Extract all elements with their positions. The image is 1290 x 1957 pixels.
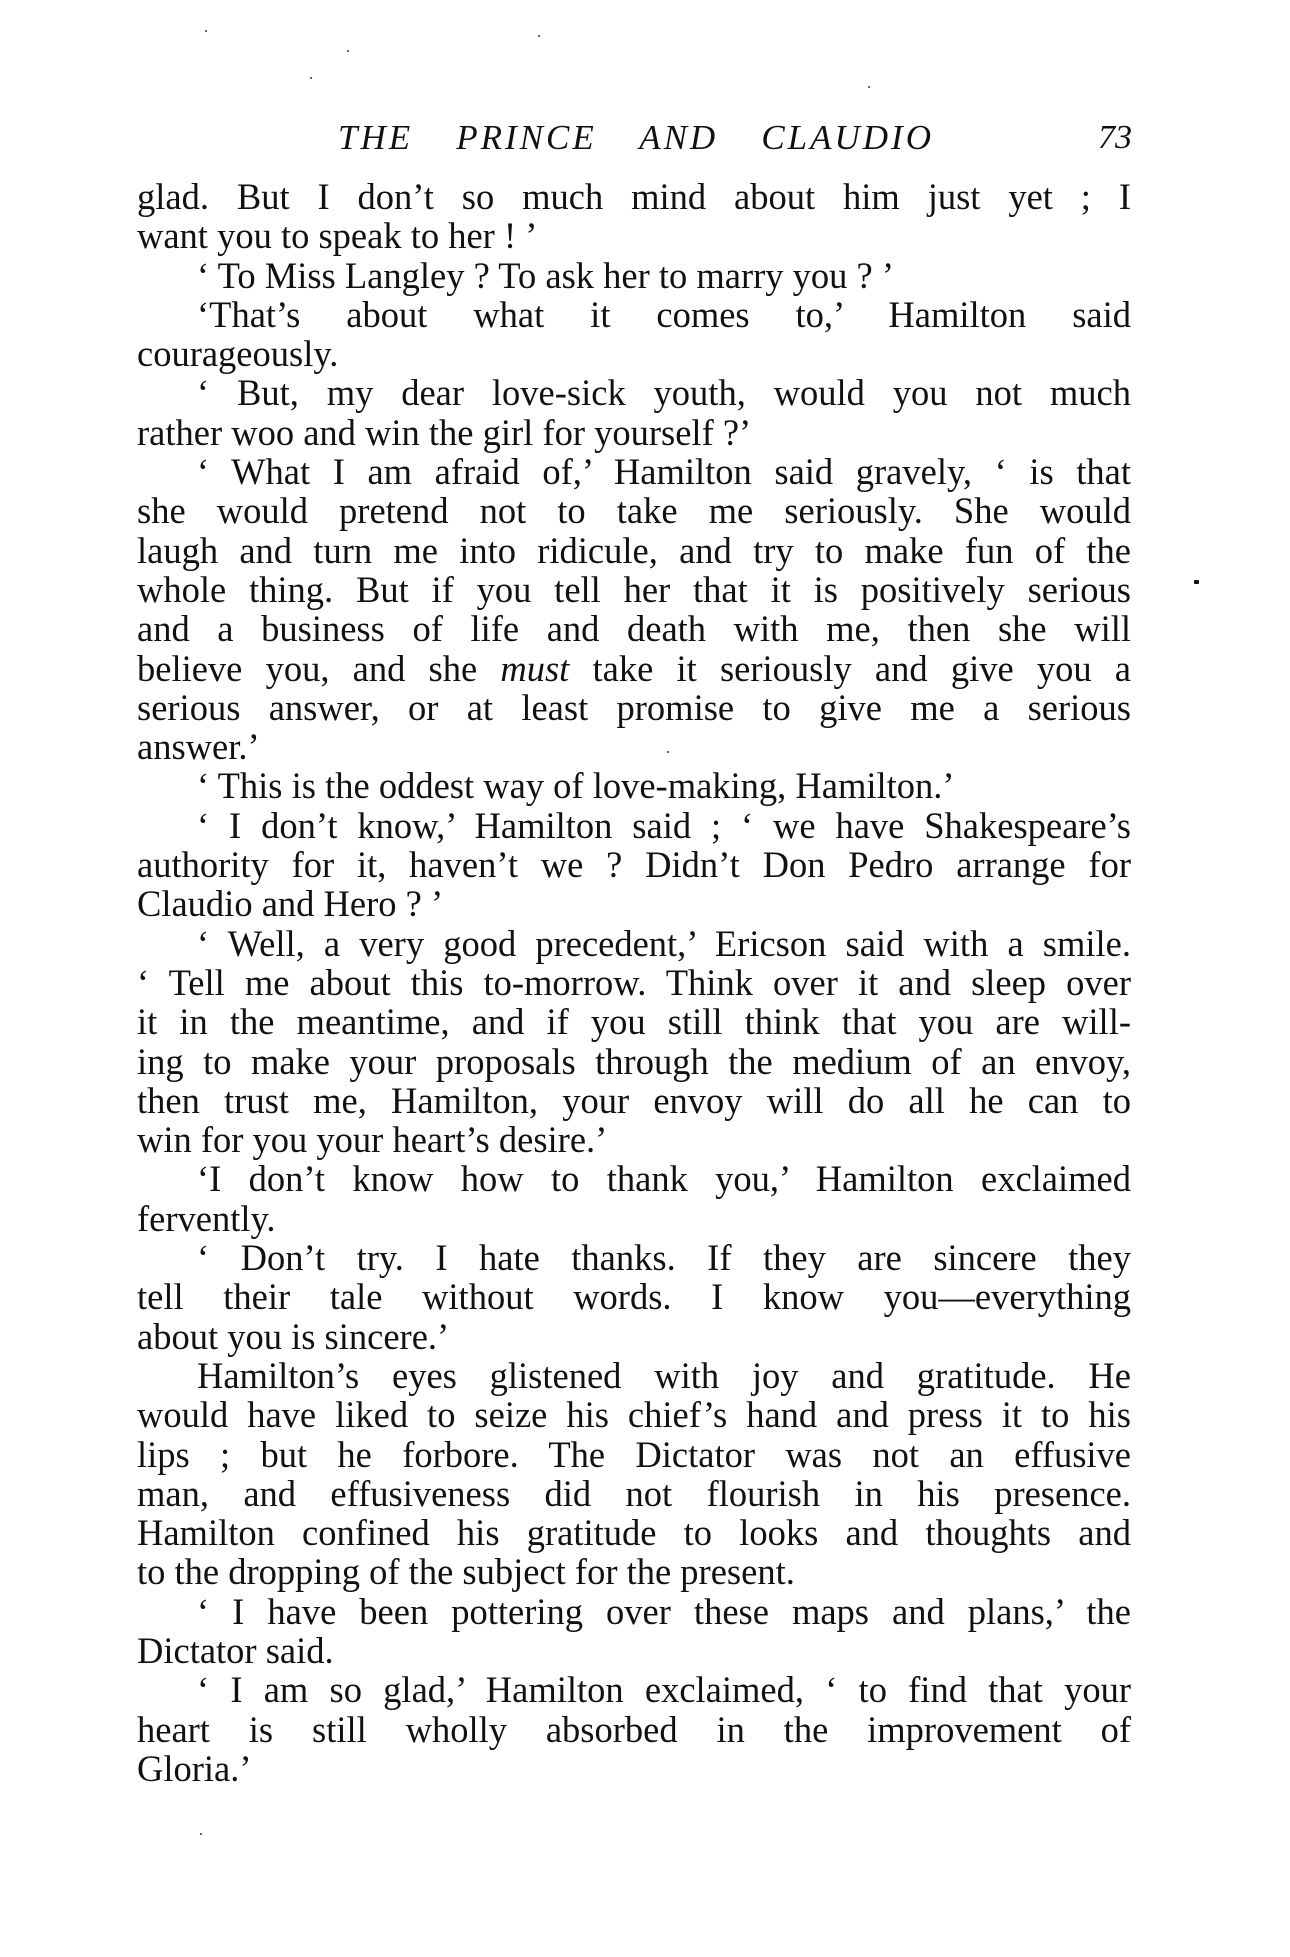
- scan-dot: [200, 1833, 202, 1835]
- text-line: tell their tale without words. I know you—everything: [137, 1276, 1131, 1318]
- scan-dot: [347, 50, 349, 52]
- text-line: whole thing. But if you tell her that it is positively serious: [137, 568, 1131, 610]
- text-line: serious answer, or at least promise to give me a serious: [137, 686, 1131, 728]
- text-line: win for you your heart’s desire.’: [137, 1119, 608, 1161]
- text-line: want you to speak to her ! ’: [137, 215, 538, 257]
- text-line: ‘ But, my dear love-sick youth, would you not much: [197, 372, 1131, 414]
- scan-dot: [310, 77, 312, 79]
- text-line: ‘ I have been pottering over these maps and plans,’ the: [197, 1590, 1131, 1632]
- text-line: Gloria.’: [137, 1747, 252, 1789]
- running-title: THE PRINCE AND CLAUDIO: [338, 118, 934, 157]
- text-line: laugh and turn me into ridicule, and try to make fun of the: [137, 529, 1131, 571]
- text-line: courageously.: [137, 333, 339, 375]
- text-line: ing to make your proposals through the medium of an envoy,: [137, 1040, 1131, 1082]
- scan-dot: [667, 751, 669, 753]
- text-line: ‘ This is the oddest way of love-making, Hamilton.’: [197, 765, 955, 807]
- text-line: and a business of life and death with me, then she will: [137, 608, 1131, 650]
- text-segment: take it seriously and give you a: [569, 647, 1131, 689]
- text-line: Claudio and Hero ? ’: [137, 883, 444, 925]
- text-segment: believe you, and she: [137, 647, 501, 689]
- text-line: she would pretend not to take me seriously. She would: [137, 490, 1131, 532]
- text-line: ‘ What I am afraid of,’ Hamilton said gravely, ‘ is that: [197, 451, 1131, 493]
- text-line: heart is still wholly absorbed in the improvement of: [137, 1708, 1131, 1750]
- text-line: ‘ I am so glad,’ Hamilton exclaimed, ‘ to find that your: [197, 1669, 1131, 1711]
- text-line: then trust me, Hamilton, your envoy will do all he can to: [137, 1079, 1131, 1121]
- text-line: to the dropping of the subject for the present.: [137, 1551, 795, 1593]
- text-line: answer.’: [137, 726, 260, 768]
- text-line: ‘ I don’t know,’ Hamilton said ; ‘ we have Shakespeare’s: [197, 804, 1131, 846]
- text-line: man, and effusiveness did not flourish in his presence.: [137, 1472, 1131, 1514]
- text-line: about you is sincere.’: [137, 1315, 450, 1357]
- text-line: would have liked to seize his chief’s hand and press it to his: [137, 1394, 1131, 1436]
- text-line: authority for it, haven’t we ? Didn’t Don Pedro arrange for: [137, 844, 1131, 886]
- scan-dot: [868, 86, 870, 88]
- body-text: [137, 177, 1131, 1788]
- text-line: [137, 649, 1131, 688]
- scan-speck: [1194, 580, 1199, 584]
- text-line: Hamilton confined his gratitude to looks and thoughts and: [137, 1512, 1131, 1554]
- scan-dot: [205, 30, 207, 32]
- text-line: glad. But I don’t so much mind about him just yet ; I: [137, 176, 1131, 217]
- scan-dot: [538, 35, 540, 37]
- page-number: 73: [1098, 119, 1132, 156]
- text-line: ‘ To Miss Langley ? To ask her to marry you ? ’: [197, 254, 895, 296]
- text-line: ‘ Well, a very good precedent,’ Ericson said with a smile.: [197, 922, 1131, 964]
- text-line: rather woo and win the girl for yourself ?’: [137, 411, 752, 453]
- text-line: ‘ Don’t try. I hate thanks. If they are sincere they: [197, 1237, 1131, 1279]
- text-line: ‘ Tell me about this to-morrow. Think over it and sleep over: [137, 961, 1131, 1003]
- text-line: fervently.: [137, 1197, 276, 1239]
- text-line: Dictator said.: [137, 1629, 334, 1671]
- text-line: Hamilton’s eyes glistened with joy and gratitude. He: [197, 1354, 1131, 1396]
- emphasis-text: must: [500, 647, 570, 689]
- text-line: ‘That’s about what it comes to,’ Hamilton said: [197, 293, 1131, 335]
- text-line: it in the meantime, and if you still think that you are will-: [137, 1001, 1131, 1043]
- text-line: lips ; but he forbore. The Dictator was not an effusive: [137, 1433, 1131, 1475]
- text-line: ‘I don’t know how to thank you,’ Hamilton exclaimed: [197, 1158, 1131, 1200]
